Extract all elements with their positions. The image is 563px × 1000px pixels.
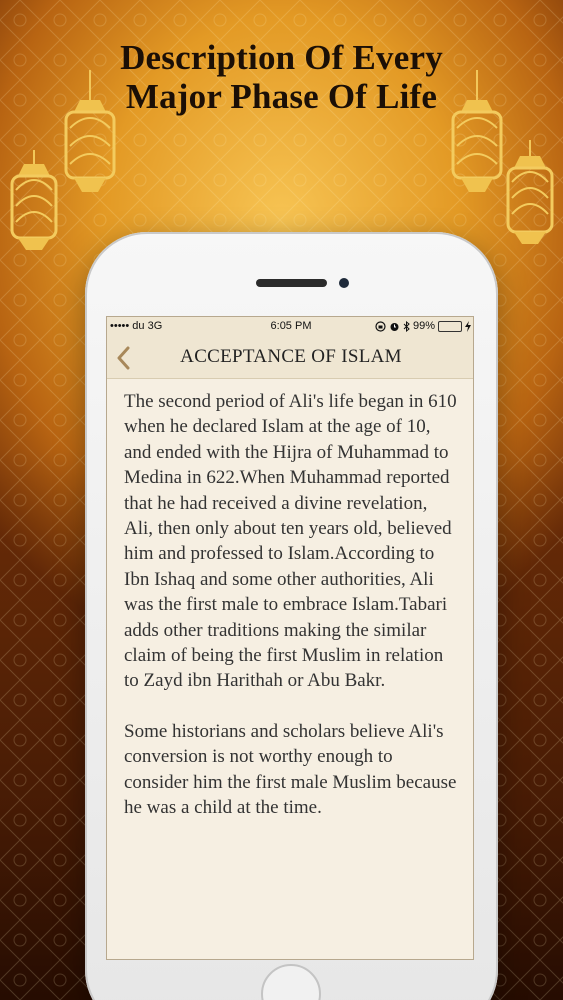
- battery-icon: [438, 321, 462, 332]
- status-right-group: [375, 320, 471, 332]
- status-bar: [107, 317, 474, 337]
- headline-line-1: Description Of Every: [120, 38, 443, 77]
- article-body: [124, 389, 460, 821]
- lantern-icon: [2, 150, 66, 260]
- status-time: 6:05 PM: [270, 320, 312, 332]
- promo-headline: [0, 38, 563, 116]
- phone-speaker: [256, 279, 327, 287]
- carrier-signal: ••••• du 3G: [110, 320, 163, 332]
- battery-percent: 99%: [412, 320, 435, 332]
- phone-camera: [339, 278, 349, 288]
- app-screen: [106, 316, 474, 960]
- article-paragraph: Some historians and scholars believe Ali's conversion is not worthy enough to consider him the first male Muslim because he was a child at the time.: [124, 720, 457, 819]
- home-button[interactable]: [261, 964, 321, 1000]
- headline-line-2: Major Phase Of Life: [125, 77, 438, 116]
- nav-bar: [107, 337, 474, 379]
- page-title: ACCEPTANCE OF ISLAM: [180, 346, 402, 367]
- lantern-icon: [498, 140, 562, 255]
- article-paragraph: The second period of Ali's life began in 610 when he declared Islam at the age of 10, and ended with the Hijra of Muhammad to Medina in 622.When Muhammad reported that he had received a divine revelation, Ali, then only about ten years old, believed him and professed to Islam.According to Ibn Ishaq and some other authorities, Ali was the first male to embrace Islam.Tabari adds other traditions making the similar claim of being the first Muslim in relation to Zayd ibn Harithah or Abu Bakr.: [124, 391, 457, 692]
- phone-frame: [85, 232, 498, 1000]
- chevron-left-icon[interactable]: [113, 343, 135, 373]
- screen-lock-icon: [375, 321, 386, 332]
- bluetooth-icon: [403, 321, 410, 332]
- alarm-icon: [389, 321, 400, 332]
- charging-icon: [465, 321, 471, 332]
